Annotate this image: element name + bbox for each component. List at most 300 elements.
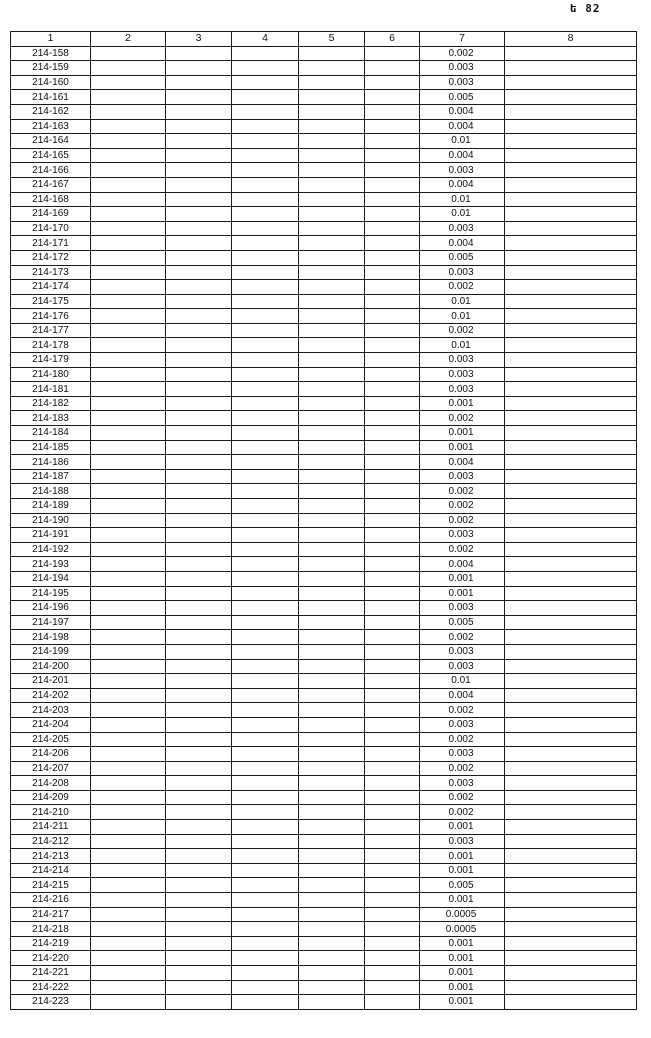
row-id-cell: 214-201 — [11, 674, 91, 689]
empty-cell — [299, 674, 365, 689]
empty-cell — [91, 294, 166, 309]
column-header: 2 — [91, 32, 166, 47]
empty-cell — [365, 863, 420, 878]
empty-cell — [365, 484, 420, 499]
empty-cell — [232, 75, 299, 90]
row-value-cell: 0.002 — [420, 280, 505, 295]
empty-cell — [91, 659, 166, 674]
row-value-cell: 0.004 — [420, 455, 505, 470]
empty-cell — [91, 323, 166, 338]
empty-cell — [91, 455, 166, 470]
empty-cell — [166, 104, 232, 119]
empty-cell — [91, 907, 166, 922]
empty-cell — [166, 922, 232, 937]
row-id-cell: 214-213 — [11, 849, 91, 864]
empty-cell — [365, 323, 420, 338]
empty-cell — [365, 659, 420, 674]
table-row — [11, 323, 637, 338]
empty-cell — [166, 761, 232, 776]
empty-cell — [505, 382, 637, 397]
empty-cell — [166, 790, 232, 805]
row-id-cell: 214-206 — [11, 747, 91, 762]
row-id-cell: 214-198 — [11, 630, 91, 645]
empty-cell — [505, 790, 637, 805]
empty-cell — [166, 119, 232, 134]
empty-cell — [232, 61, 299, 76]
empty-cell — [505, 893, 637, 908]
row-id-cell: 214-203 — [11, 703, 91, 718]
row-value-cell: 0.004 — [420, 119, 505, 134]
row-id-cell: 214-158 — [11, 46, 91, 61]
row-value-cell: 0.003 — [420, 528, 505, 543]
table-row — [11, 936, 637, 951]
empty-cell — [232, 134, 299, 149]
row-value-cell: 0.002 — [420, 542, 505, 557]
empty-cell — [299, 163, 365, 178]
empty-cell — [166, 148, 232, 163]
empty-cell — [166, 250, 232, 265]
empty-cell — [299, 717, 365, 732]
page-number: ե 82 — [570, 2, 601, 15]
empty-cell — [299, 90, 365, 105]
empty-cell — [91, 192, 166, 207]
empty-cell — [91, 280, 166, 295]
empty-cell — [166, 163, 232, 178]
empty-cell — [91, 630, 166, 645]
empty-cell — [365, 878, 420, 893]
row-value-cell: 0.002 — [420, 513, 505, 528]
empty-cell — [232, 411, 299, 426]
empty-cell — [166, 659, 232, 674]
row-value-cell: 0.004 — [420, 104, 505, 119]
empty-cell — [232, 805, 299, 820]
empty-cell — [505, 820, 637, 835]
empty-cell — [166, 294, 232, 309]
empty-cell — [91, 134, 166, 149]
empty-cell — [299, 980, 365, 995]
empty-cell — [232, 893, 299, 908]
empty-cell — [365, 893, 420, 908]
empty-cell — [365, 104, 420, 119]
table-row — [11, 499, 637, 514]
row-value-cell: 0.003 — [420, 61, 505, 76]
row-id-cell: 214-223 — [11, 995, 91, 1010]
empty-cell — [365, 177, 420, 192]
row-value-cell: 0.003 — [420, 265, 505, 280]
empty-cell — [299, 557, 365, 572]
empty-cell — [365, 571, 420, 586]
row-id-cell: 214-219 — [11, 936, 91, 951]
empty-cell — [365, 907, 420, 922]
row-value-cell: 0.002 — [420, 761, 505, 776]
empty-cell — [365, 163, 420, 178]
empty-cell — [365, 849, 420, 864]
empty-cell — [365, 440, 420, 455]
empty-cell — [365, 90, 420, 105]
row-id-cell: 214-202 — [11, 688, 91, 703]
empty-cell — [91, 236, 166, 251]
empty-cell — [166, 353, 232, 368]
empty-cell — [91, 177, 166, 192]
row-value-cell: 0.01 — [420, 134, 505, 149]
empty-cell — [91, 703, 166, 718]
empty-cell — [505, 163, 637, 178]
empty-cell — [166, 936, 232, 951]
empty-cell — [365, 601, 420, 616]
empty-cell — [91, 469, 166, 484]
empty-cell — [505, 688, 637, 703]
row-value-cell: 0.002 — [420, 630, 505, 645]
empty-cell — [232, 528, 299, 543]
empty-cell — [91, 148, 166, 163]
empty-cell — [166, 426, 232, 441]
empty-cell — [299, 177, 365, 192]
empty-cell — [299, 192, 365, 207]
table-body — [11, 46, 637, 1009]
table-row — [11, 119, 637, 134]
row-id-cell: 214-188 — [11, 484, 91, 499]
empty-cell — [299, 528, 365, 543]
empty-cell — [166, 557, 232, 572]
row-value-cell: 0.001 — [420, 586, 505, 601]
row-value-cell: 0.001 — [420, 820, 505, 835]
empty-cell — [365, 951, 420, 966]
empty-cell — [299, 907, 365, 922]
empty-cell — [232, 236, 299, 251]
table-row — [11, 250, 637, 265]
empty-cell — [365, 703, 420, 718]
row-id-cell: 214-174 — [11, 280, 91, 295]
empty-cell — [299, 469, 365, 484]
empty-cell — [505, 104, 637, 119]
empty-cell — [232, 688, 299, 703]
empty-cell — [299, 353, 365, 368]
empty-cell — [166, 411, 232, 426]
empty-cell — [166, 878, 232, 893]
row-value-cell: 0.003 — [420, 353, 505, 368]
empty-cell — [166, 688, 232, 703]
row-id-cell: 214-163 — [11, 119, 91, 134]
table-row — [11, 644, 637, 659]
empty-cell — [166, 338, 232, 353]
empty-cell — [91, 250, 166, 265]
empty-cell — [166, 542, 232, 557]
empty-cell — [166, 382, 232, 397]
empty-cell — [232, 499, 299, 514]
empty-cell — [232, 396, 299, 411]
empty-cell — [91, 221, 166, 236]
row-value-cell: 0.005 — [420, 250, 505, 265]
empty-cell — [365, 265, 420, 280]
empty-cell — [299, 382, 365, 397]
row-id-cell: 214-220 — [11, 951, 91, 966]
empty-cell — [91, 426, 166, 441]
empty-cell — [505, 951, 637, 966]
empty-cell — [365, 396, 420, 411]
empty-cell — [505, 644, 637, 659]
empty-cell — [505, 571, 637, 586]
row-id-cell: 214-211 — [11, 820, 91, 835]
empty-cell — [166, 61, 232, 76]
empty-cell — [365, 250, 420, 265]
empty-cell — [166, 528, 232, 543]
empty-cell — [91, 688, 166, 703]
row-value-cell: 0.003 — [420, 717, 505, 732]
table-row — [11, 922, 637, 937]
empty-cell — [232, 513, 299, 528]
empty-cell — [166, 951, 232, 966]
empty-cell — [232, 966, 299, 981]
empty-cell — [365, 75, 420, 90]
empty-cell — [505, 513, 637, 528]
empty-cell — [365, 995, 420, 1010]
row-value-cell: 0.003 — [420, 75, 505, 90]
empty-cell — [299, 951, 365, 966]
empty-cell — [505, 294, 637, 309]
empty-cell — [232, 250, 299, 265]
empty-cell — [232, 790, 299, 805]
column-header: 6 — [365, 32, 420, 47]
empty-cell — [166, 644, 232, 659]
empty-cell — [91, 790, 166, 805]
row-id-cell: 214-200 — [11, 659, 91, 674]
empty-cell — [299, 221, 365, 236]
table-row — [11, 134, 637, 149]
empty-cell — [166, 221, 232, 236]
table-row — [11, 703, 637, 718]
empty-cell — [505, 353, 637, 368]
empty-cell — [166, 323, 232, 338]
empty-cell — [365, 455, 420, 470]
empty-cell — [365, 499, 420, 514]
row-id-cell: 214-189 — [11, 499, 91, 514]
empty-cell — [299, 484, 365, 499]
row-value-cell: 0.003 — [420, 221, 505, 236]
table-row — [11, 980, 637, 995]
empty-cell — [166, 907, 232, 922]
empty-cell — [166, 995, 232, 1010]
table-row — [11, 294, 637, 309]
empty-cell — [232, 936, 299, 951]
row-id-cell: 214-194 — [11, 571, 91, 586]
row-value-cell: 0.002 — [420, 499, 505, 514]
empty-cell — [232, 367, 299, 382]
empty-cell — [232, 440, 299, 455]
empty-cell — [232, 221, 299, 236]
row-value-cell: 0.001 — [420, 995, 505, 1010]
empty-cell — [166, 615, 232, 630]
row-id-cell: 214-185 — [11, 440, 91, 455]
empty-cell — [365, 411, 420, 426]
empty-cell — [91, 367, 166, 382]
row-value-cell: 0.001 — [420, 863, 505, 878]
empty-cell — [232, 586, 299, 601]
row-id-cell: 214-162 — [11, 104, 91, 119]
row-id-cell: 214-214 — [11, 863, 91, 878]
empty-cell — [232, 615, 299, 630]
empty-cell — [232, 674, 299, 689]
empty-cell — [91, 747, 166, 762]
empty-cell — [232, 863, 299, 878]
empty-cell — [299, 834, 365, 849]
row-value-cell: 0.0005 — [420, 922, 505, 937]
empty-cell — [166, 601, 232, 616]
empty-cell — [505, 207, 637, 222]
row-id-cell: 214-191 — [11, 528, 91, 543]
empty-cell — [166, 75, 232, 90]
table-row — [11, 46, 637, 61]
empty-cell — [299, 46, 365, 61]
empty-cell — [365, 338, 420, 353]
empty-cell — [166, 630, 232, 645]
empty-cell — [166, 849, 232, 864]
empty-cell — [91, 966, 166, 981]
empty-cell — [365, 805, 420, 820]
empty-cell — [365, 426, 420, 441]
table-row — [11, 586, 637, 601]
row-id-cell: 214-169 — [11, 207, 91, 222]
empty-cell — [365, 732, 420, 747]
empty-cell — [365, 980, 420, 995]
empty-cell — [166, 586, 232, 601]
empty-cell — [505, 426, 637, 441]
empty-cell — [91, 207, 166, 222]
empty-cell — [232, 46, 299, 61]
empty-cell — [232, 163, 299, 178]
row-value-cell: 0.001 — [420, 396, 505, 411]
empty-cell — [166, 265, 232, 280]
empty-cell — [166, 499, 232, 514]
row-id-cell: 214-199 — [11, 644, 91, 659]
empty-cell — [91, 951, 166, 966]
empty-cell — [91, 586, 166, 601]
empty-cell — [365, 192, 420, 207]
empty-cell — [299, 747, 365, 762]
row-value-cell: 0.002 — [420, 323, 505, 338]
row-id-cell: 214-168 — [11, 192, 91, 207]
row-id-cell: 214-172 — [11, 250, 91, 265]
empty-cell — [299, 61, 365, 76]
empty-cell — [505, 177, 637, 192]
empty-cell — [91, 601, 166, 616]
row-value-cell: 0.001 — [420, 849, 505, 864]
empty-cell — [232, 732, 299, 747]
empty-cell — [505, 367, 637, 382]
table-row — [11, 834, 637, 849]
row-value-cell: 0.01 — [420, 338, 505, 353]
table-row — [11, 528, 637, 543]
empty-cell — [232, 104, 299, 119]
column-header: 8 — [505, 32, 637, 47]
row-id-cell: 214-187 — [11, 469, 91, 484]
table-row — [11, 309, 637, 324]
column-header: 4 — [232, 32, 299, 47]
table-row — [11, 148, 637, 163]
row-id-cell: 214-197 — [11, 615, 91, 630]
empty-cell — [299, 966, 365, 981]
empty-cell — [505, 717, 637, 732]
empty-cell — [299, 586, 365, 601]
empty-cell — [299, 236, 365, 251]
table-row — [11, 820, 637, 835]
empty-cell — [232, 323, 299, 338]
header-row — [11, 32, 637, 47]
row-id-cell: 214-192 — [11, 542, 91, 557]
table-row — [11, 75, 637, 90]
empty-cell — [91, 309, 166, 324]
row-value-cell: 0.002 — [420, 484, 505, 499]
empty-cell — [232, 995, 299, 1010]
row-value-cell: 0.003 — [420, 659, 505, 674]
empty-cell — [166, 717, 232, 732]
empty-cell — [365, 542, 420, 557]
empty-cell — [232, 980, 299, 995]
empty-cell — [232, 265, 299, 280]
empty-cell — [299, 790, 365, 805]
empty-cell — [299, 309, 365, 324]
table-row — [11, 995, 637, 1010]
row-id-cell: 214-181 — [11, 382, 91, 397]
row-id-cell: 214-222 — [11, 980, 91, 995]
empty-cell — [232, 922, 299, 937]
empty-cell — [365, 922, 420, 937]
empty-cell — [299, 878, 365, 893]
empty-cell — [299, 936, 365, 951]
row-value-cell: 0.01 — [420, 207, 505, 222]
empty-cell — [505, 849, 637, 864]
empty-cell — [505, 601, 637, 616]
row-id-cell: 214-171 — [11, 236, 91, 251]
row-id-cell: 214-160 — [11, 75, 91, 90]
empty-cell — [505, 411, 637, 426]
empty-cell — [299, 630, 365, 645]
empty-cell — [91, 75, 166, 90]
empty-cell — [166, 980, 232, 995]
table-row — [11, 207, 637, 222]
empty-cell — [505, 469, 637, 484]
row-id-cell: 214-161 — [11, 90, 91, 105]
row-value-cell: 0.001 — [420, 440, 505, 455]
empty-cell — [232, 542, 299, 557]
empty-cell — [505, 338, 637, 353]
table-row — [11, 747, 637, 762]
empty-cell — [166, 207, 232, 222]
empty-cell — [166, 177, 232, 192]
empty-cell — [166, 966, 232, 981]
empty-cell — [232, 951, 299, 966]
empty-cell — [91, 732, 166, 747]
empty-cell — [232, 717, 299, 732]
empty-cell — [505, 863, 637, 878]
row-value-cell: 0.01 — [420, 192, 505, 207]
empty-cell — [365, 747, 420, 762]
row-id-cell: 214-164 — [11, 134, 91, 149]
table-row — [11, 776, 637, 791]
empty-cell — [166, 192, 232, 207]
table-row — [11, 630, 637, 645]
empty-cell — [365, 280, 420, 295]
empty-cell — [365, 761, 420, 776]
empty-cell — [232, 382, 299, 397]
empty-cell — [505, 440, 637, 455]
empty-cell — [299, 615, 365, 630]
table-row — [11, 615, 637, 630]
row-id-cell: 214-182 — [11, 396, 91, 411]
empty-cell — [91, 382, 166, 397]
column-header: 3 — [166, 32, 232, 47]
empty-cell — [505, 980, 637, 995]
empty-cell — [91, 936, 166, 951]
